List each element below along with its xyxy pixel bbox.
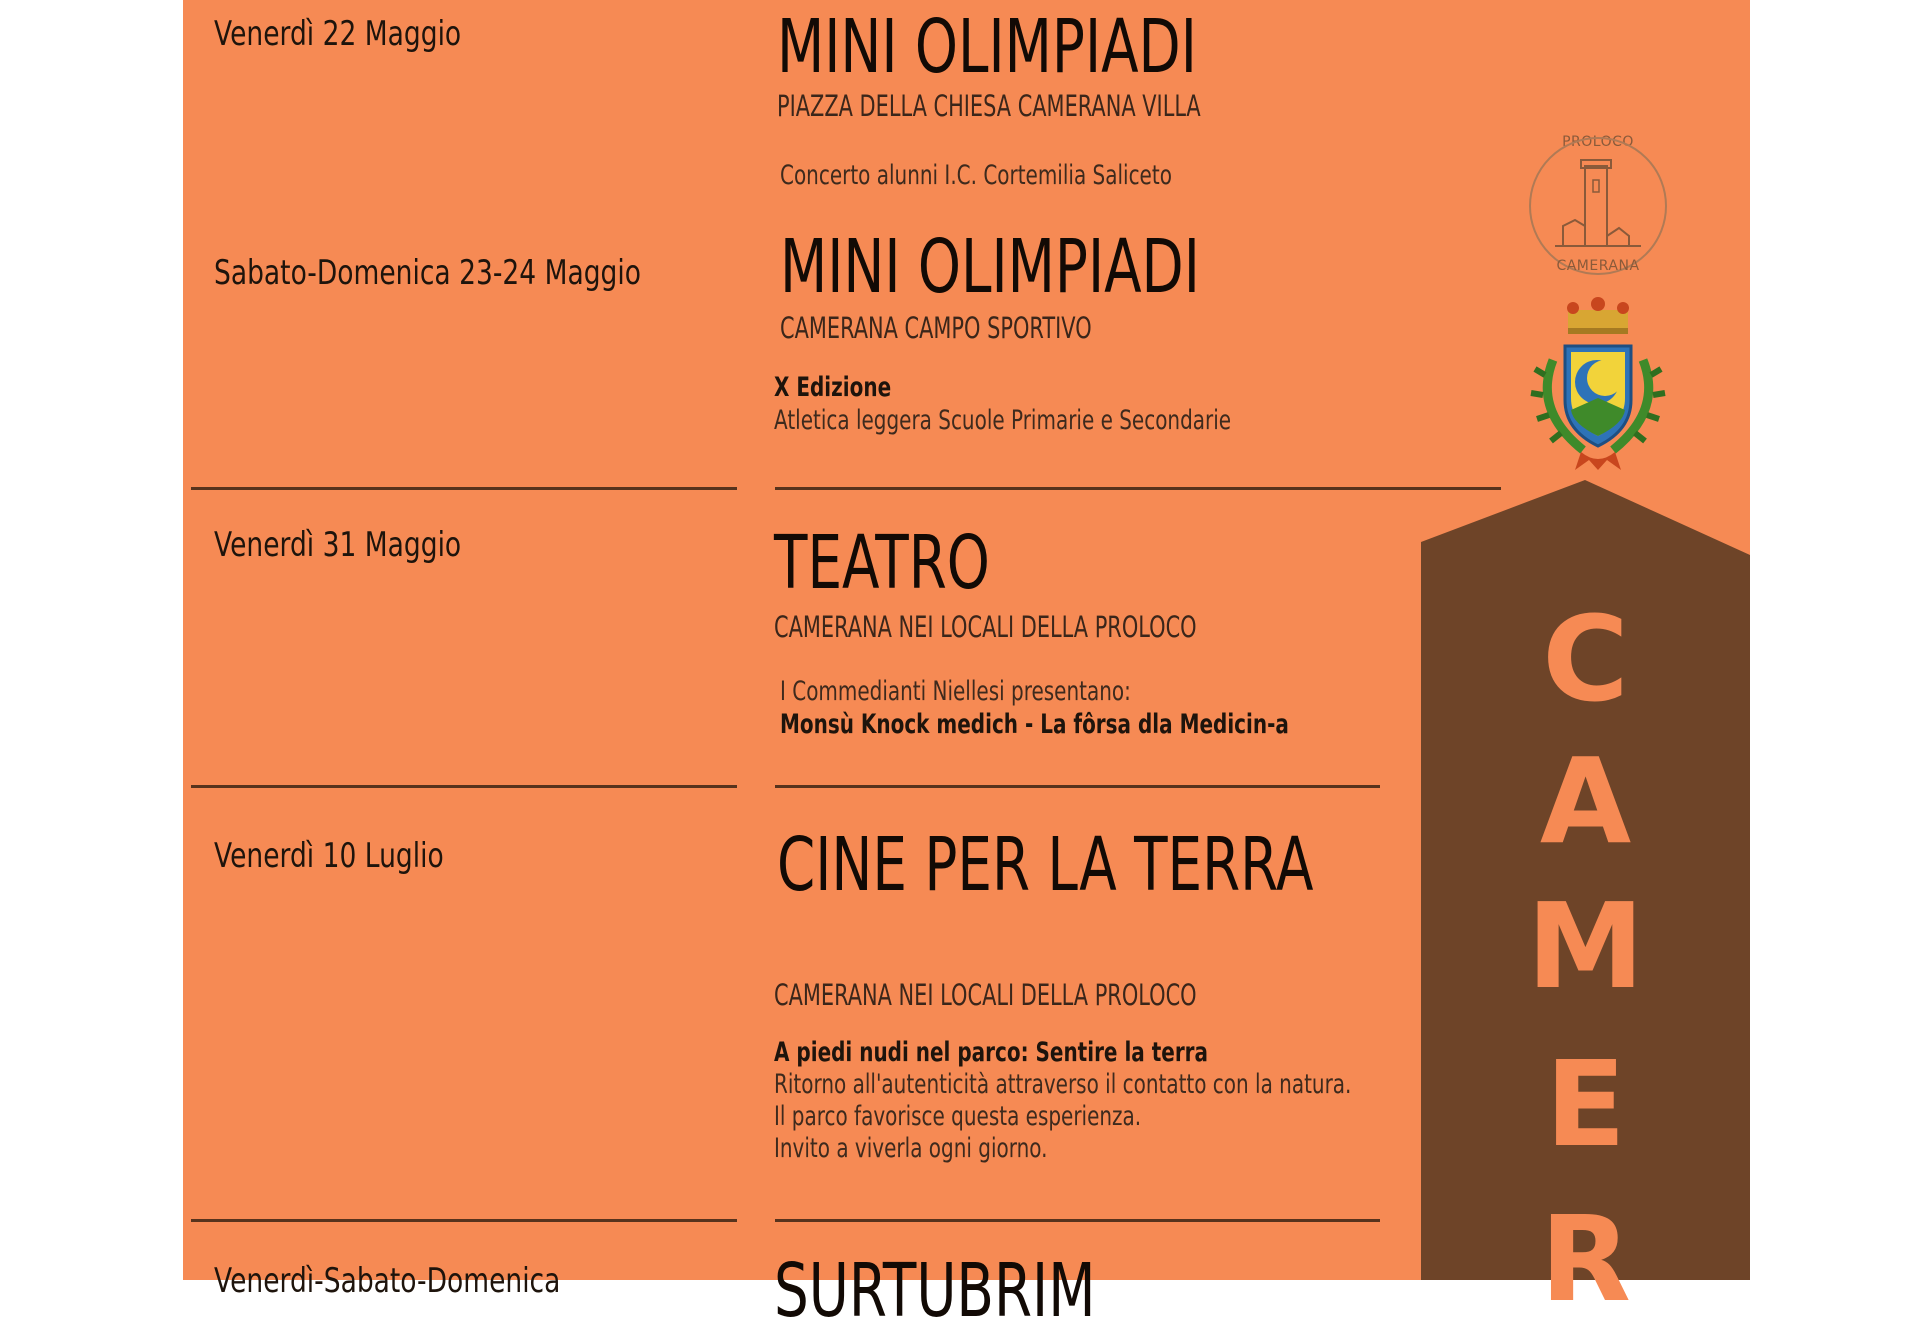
event-desc-4-line-1: A piedi nudi nel parco: Sentire la terra [774, 1037, 1209, 1068]
proloco-logo-top-text: PROLOCO [1562, 134, 1634, 150]
banner-letter-m: M [1526, 877, 1645, 1015]
divider-left-1 [191, 487, 737, 490]
event-venue-1: PIAZZA DELLA CHIESA CAMERANA VILLA [777, 89, 1201, 123]
event-title-2: MINI OLIMPIADI [780, 224, 1200, 310]
event-desc-4-line-2: Ritorno all'autenticità attraverso il contatto con la natura. [774, 1069, 1352, 1100]
tower-icon [1523, 128, 1673, 278]
event-date-5: Venerdì-Sabato-Domenica [214, 1261, 561, 1301]
divider-right-2 [775, 785, 1380, 788]
divider-left-2 [191, 785, 737, 788]
coat-of-arms-icon [1523, 290, 1673, 475]
event-venue-2: CAMERANA CAMPO SPORTIVO [780, 311, 1092, 345]
event-desc-2-line-2: Atletica leggera Scuole Primarie e Secondarie [774, 405, 1232, 436]
banner-letter-c: C [1542, 590, 1629, 728]
event-date-4: Venerdì 10 Luglio [214, 836, 444, 876]
event-desc-4-line-3: Il parco favorisce questa esperienza. [774, 1101, 1142, 1132]
divider-right-1 [775, 487, 1501, 490]
event-title-4: CINE PER LA TERRA [777, 822, 1314, 908]
event-desc-4-line-4: Invito a viverla ogni giorno. [774, 1133, 1048, 1164]
banner-letter-a: A [1539, 732, 1632, 870]
event-title-5: SURTUBRIM [774, 1248, 1096, 1334]
divider-left-3 [191, 1219, 737, 1222]
event-venue-4: CAMERANA NEI LOCALI DELLA PROLOCO [774, 978, 1197, 1012]
event-desc-3-line-2: Monsù Knock medich - La fôrsa dla Medicin-a [780, 709, 1289, 740]
event-date-1: Venerdì 22 Maggio [214, 14, 462, 54]
event-date-2: Sabato-Domenica 23-24 Maggio [214, 253, 641, 293]
banner-letter-e: E [1545, 1035, 1626, 1173]
event-date-3: Venerdì 31 Maggio [214, 525, 462, 565]
event-desc-2-line-1: X Edizione [774, 372, 892, 403]
proloco-logo [1523, 128, 1673, 278]
event-desc-3-line-1: I Commedianti Niellesi presentano: [780, 676, 1131, 707]
event-venue-3: CAMERANA NEI LOCALI DELLA PROLOCO [774, 610, 1197, 644]
event-poster [183, 0, 1750, 1334]
divider-right-3 [775, 1219, 1380, 1222]
banner-letter-r: R [1540, 1190, 1631, 1328]
proloco-logo-bottom-text: CAMERANA [1556, 258, 1640, 274]
event-desc-1-line-1: Concerto alunni I.C. Cortemilia Saliceto [780, 160, 1172, 191]
event-title-1: MINI OLIMPIADI [777, 4, 1197, 90]
event-title-3: TEATRO [774, 520, 990, 606]
